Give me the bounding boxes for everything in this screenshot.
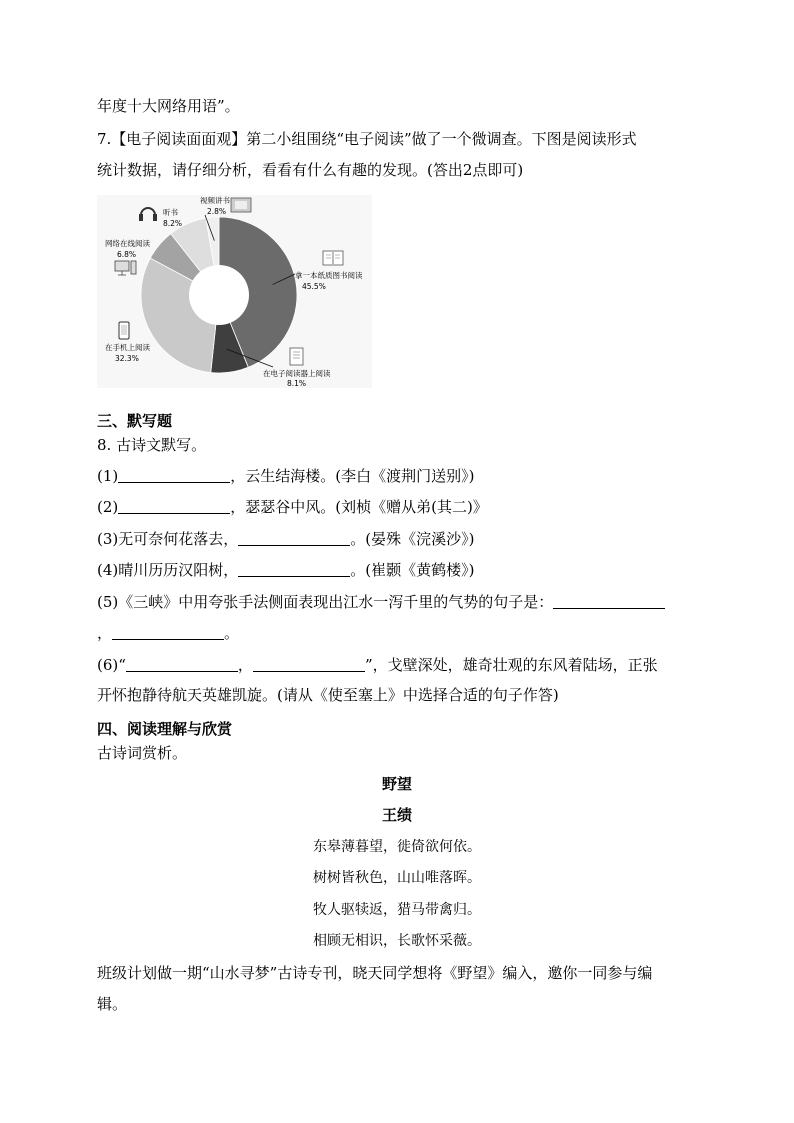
phone-icon (119, 322, 129, 339)
fill-item-2: (2) ，瑟瑟谷中风。(刘桢《赠从弟(其二)》 (97, 498, 488, 516)
donut-hole (189, 265, 249, 325)
section-3-title: 三、默写题 (97, 412, 173, 430)
chart-value-phone: 32.3% (115, 354, 139, 363)
section-4-title: 四、阅读理解与欣赏 (97, 720, 233, 738)
chart-value-ereader: 8.1% (287, 379, 307, 388)
question-8-title: 8. 古诗文默写。 (97, 436, 207, 454)
fill-item-4: (4)晴川历历汉阳树， 。(崔颢《黄鹤楼》) (97, 561, 475, 579)
poem-line: 相顾无相识，长歌怀采薇。 (313, 933, 481, 949)
answer-blank[interactable] (238, 562, 350, 577)
closing-paragraph-line-1: 班级计划做一期“山水寻梦”古诗专刊，晓天同学想将《野望》编入，邀你一同参与编 (97, 964, 653, 982)
fill-item-1: (1) ，云生结海楼。(李白《渡荆门送别》) (97, 467, 475, 485)
chart-value-paper-book: 45.5% (302, 282, 326, 291)
answer-blank[interactable] (238, 531, 350, 546)
chart-label-ereader: 在电子阅读器上阅读 (263, 369, 331, 378)
fill-item-6-line-1: (6)“ ， ”，戈壁深处，雄奇壮观的东风着陆场，正张 (97, 656, 658, 674)
closing-paragraph-line-2: 辑。 (97, 995, 128, 1013)
answer-blank[interactable] (126, 657, 238, 672)
question-7-line-1: 7.【电子阅读面面观】第二小组围绕“电子阅读”做了一个微调查。下图是阅读形式 (97, 130, 637, 148)
poem-line: 东皋薄暮望，徙倚欲何依。 (313, 839, 481, 855)
section-4-intro: 古诗词赏析。 (97, 744, 188, 762)
chart-label-video: 视频讲书 (200, 196, 230, 205)
fill-item-5-line-2: ， 。 (97, 624, 240, 642)
chart-label-paper-book: 拿一本纸质图书阅读 (295, 271, 363, 280)
poem-line: 牧人驱犊返，猎马带禽归。 (313, 902, 481, 918)
chart-label-audiobook: 听书 (163, 208, 178, 217)
previous-question-fragment: 年度十大网络用语”。 (97, 97, 240, 115)
chart-value-online: 6.8% (117, 250, 137, 259)
answer-blank[interactable] (253, 657, 365, 672)
poem-author: 王绩 (381, 806, 412, 824)
reading-format-donut-chart (97, 195, 372, 388)
chart-label-phone: 在手机上阅读 (105, 343, 150, 352)
ereader-icon (290, 348, 303, 365)
chart-value-audiobook: 8.2% (163, 219, 183, 228)
answer-blank[interactable] (118, 468, 230, 483)
chart-value-video: 2.8% (207, 207, 227, 216)
fill-item-3: (3)无可奈何花落去， 。(晏殊《浣溪沙》) (97, 530, 475, 548)
answer-blank[interactable] (553, 594, 665, 609)
book-icon (323, 251, 343, 265)
fill-item-5-line-1: (5)《三峡》中用夸张手法侧面表现出江水一泻千里的气势的句子是： (97, 591, 665, 613)
question-7-line-2: 统计数据，请仔细分析，看看有什么有趣的发现。(答出2点即可) (97, 161, 524, 179)
fill-item-6-line-2: 开怀抱静待航天英雄凯旋。(请从《使至塞上》中选择合适的句子作答) (97, 686, 559, 704)
answer-blank[interactable] (118, 499, 230, 514)
film-icon (231, 198, 251, 212)
chart-label-online: 网络在线阅读 (105, 239, 150, 248)
answer-blank[interactable] (112, 625, 224, 640)
poem-line: 树树皆秋色，山山唯落晖。 (313, 870, 481, 886)
poem-title: 野望 (381, 775, 412, 793)
